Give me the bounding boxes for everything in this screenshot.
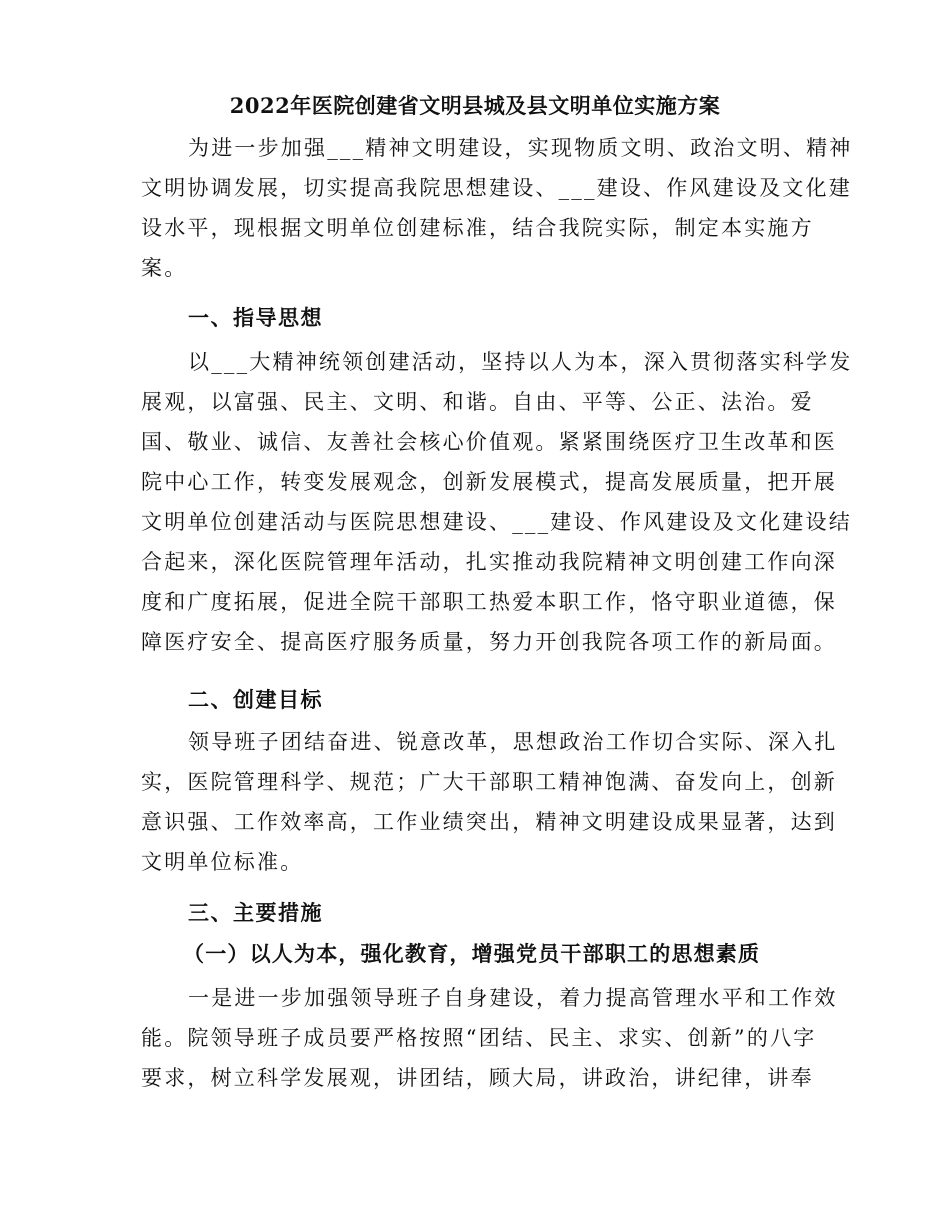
section-main-measures	[141, 893, 813, 933]
paragraph-line: 文明单位创建活动与医院思想建设、___建设、作风建设及文化建设结	[141, 510, 852, 534]
section-heading: 三、主要措施	[188, 900, 323, 925]
document-title: 2022年医院创建省文明县城及县文明单位实施方案	[229, 93, 721, 118]
paragraph-line: 合起来，深化医院管理年活动，扎实推动我院精神文明创建工作向深	[141, 550, 837, 574]
paragraph-line: 要求，树立科学发展观，讲团结，顾大局，讲政治，讲纪律，讲奉	[141, 1066, 814, 1090]
paragraph-line: 实，医院管理科学、规范；广大干部职工精神饱满、奋发向上，创新	[141, 770, 837, 794]
paragraph-line: 展观，以富强、民主、文明、和谐。自由、平等、公正、法治。爱	[141, 390, 814, 414]
paragraph-line: 以___大精神统领创建活动，坚持以人为本，深入贯彻落实科学发	[188, 350, 853, 374]
section-guiding-thought	[141, 298, 813, 338]
section-main-measures-body	[141, 978, 838, 1098]
paragraph-line: 院中心工作，转变发展观念，创新发展模式，提高发展质量，把开展	[141, 470, 837, 494]
section-heading: 一、指导思想	[188, 305, 323, 330]
paragraph-line: 一是进一步加强领导班子自身建设，着力提高管理水平和工作效	[188, 986, 838, 1010]
section-main-measures-sub	[141, 934, 813, 974]
paragraph-line: 为进一步加强___精神文明建设，实现物质文明、政治文明、精神	[188, 136, 853, 160]
paragraph-line: 度和广度拓展，促进全院干部职工热爱本职工作，恪守职业道德，保	[141, 590, 837, 614]
paragraph-line: 设水平，现根据文明单位创建标准，结合我院实际，制定本实施方	[141, 216, 814, 240]
paragraph-line: 国、敬业、诚信、友善社会核心价值观。紧紧围绕医疗卫生改革和医	[141, 430, 837, 454]
section-guiding-thought-body	[141, 342, 853, 662]
paragraph-line: 文明协调发展，切实提高我院思想建设、___建设、作风建设及文化建	[141, 176, 852, 200]
section-creation-goals	[141, 680, 813, 720]
paragraph-line: 能。院领导班子成员要严格按照“团结、民主、求实、创新”的八字	[141, 1026, 817, 1050]
intro-paragraph	[141, 128, 853, 288]
paragraph-line: 障医疗安全、提高医疗服务质量，努力开创我院各项工作的新局面。	[141, 630, 837, 654]
paragraph-line: 领导班子团结奋进、锐意改革，思想政治工作切合实际、深入扎	[188, 730, 838, 754]
section-heading: 二、创建目标	[188, 687, 323, 712]
paragraph-line: 案。	[141, 256, 188, 280]
subsection-heading: （一）以人为本，强化教育，增强党员干部职工的思想素质	[183, 941, 761, 966]
paragraph-line: 文明单位标准。	[141, 850, 304, 874]
section-creation-goals-body	[141, 722, 838, 882]
paragraph-line: 意识强、工作效率高，工作业绩突出，精神文明建设成果显著，达到	[141, 810, 837, 834]
